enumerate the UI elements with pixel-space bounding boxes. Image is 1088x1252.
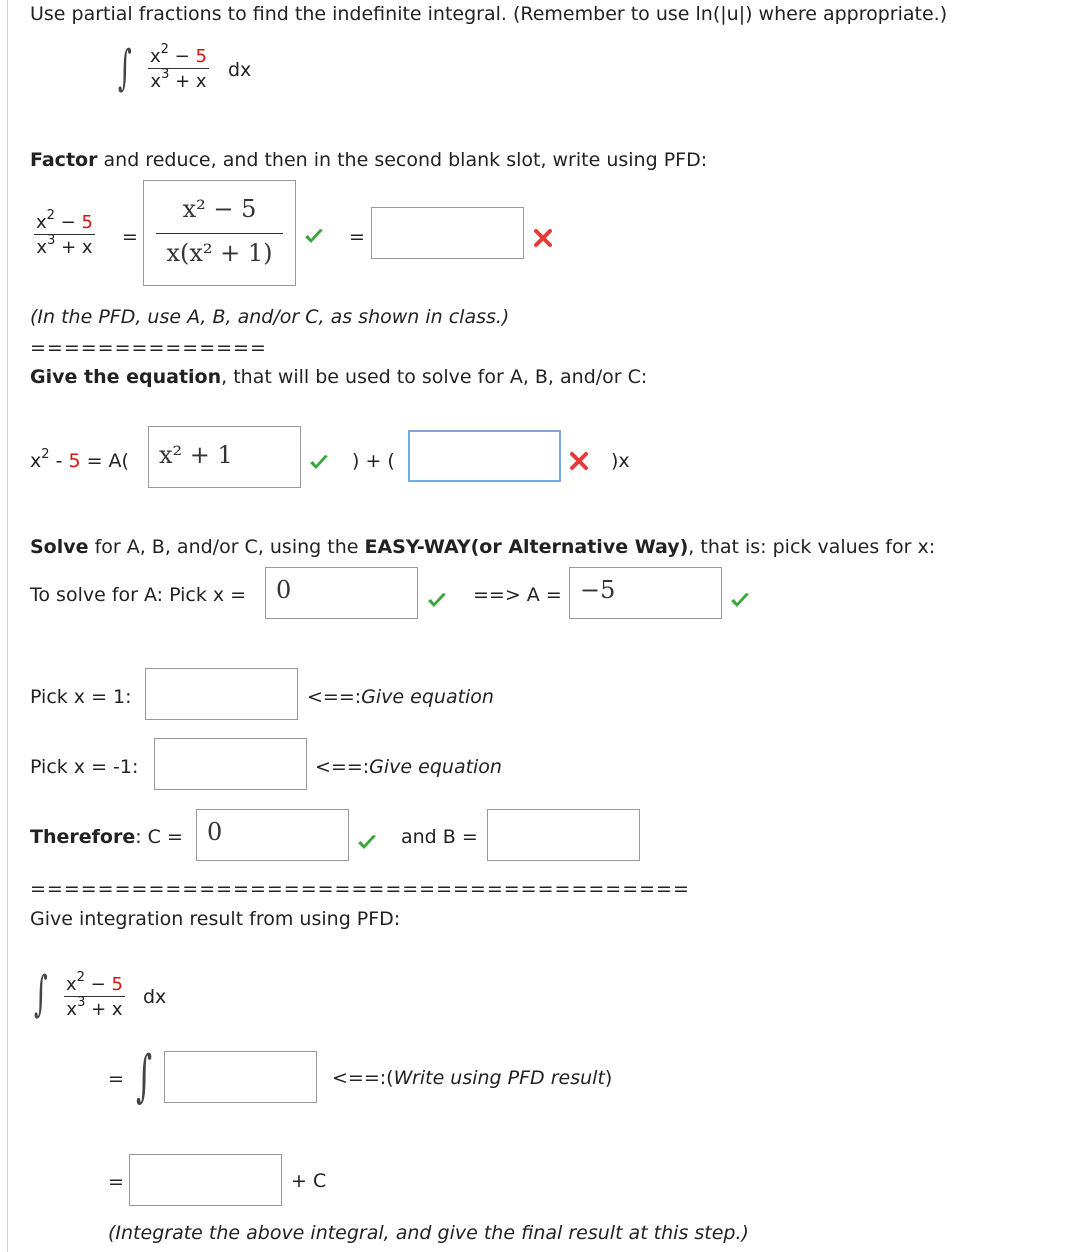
solve-instruction: Solve for A, B, and/or C, using the EASY-WAY(or Alternative Way), that is: pick values for x: xyxy=(30,536,936,558)
solve-a-label: To solve for A: Pick x = xyxy=(30,584,247,606)
factored-numerator: x² − 5 xyxy=(182,195,257,223)
factored-denominator: x(x² + 1) xyxy=(166,239,273,267)
integrand-fraction-2: $x^2 - 5$ $x^3 + x$ xyxy=(66,970,123,1020)
final-result-input[interactable] xyxy=(129,1154,282,1206)
pick-x-input[interactable]: 0 xyxy=(265,567,418,619)
b-factor-incorrect-cross-icon xyxy=(569,451,589,471)
pfd-integrand-hint: <==:(Write using PFD result) xyxy=(332,1067,613,1089)
factor-equals-2: = xyxy=(349,226,365,248)
equation-lhs: $x^2 - 5 = A$( xyxy=(30,447,129,472)
pickm1-equation-input[interactable] xyxy=(154,738,307,790)
factored-fraction-bar xyxy=(156,233,283,234)
pfd-incorrect-cross-icon xyxy=(533,228,553,248)
integral-sign-2: ∫ xyxy=(34,966,48,1022)
equation-middle-text: ) + ( xyxy=(352,450,395,472)
final-note: (Integrate the above integral, and give the final result at this step.) xyxy=(108,1222,749,1244)
pick-x-correct-check-icon xyxy=(426,591,448,609)
factor-instruction: Factor and reduce, and then in the second blank slot, write using PFD: xyxy=(30,149,708,171)
equation-end-text: )x xyxy=(611,450,630,472)
integrand-fraction: $x^2 - 5$ $x^3 + x$ xyxy=(150,42,207,92)
a-value-correct-check-icon xyxy=(729,591,751,609)
separator-short: ============== xyxy=(30,337,267,359)
separator-long: ======================================= xyxy=(30,878,690,900)
pick1-label: Pick x = 1: xyxy=(30,686,132,708)
pfd-form-input[interactable] xyxy=(371,207,524,259)
integrand-dx: dx xyxy=(228,59,252,81)
factored-correct-check-icon xyxy=(303,227,325,245)
b-value-input[interactable] xyxy=(487,809,640,861)
question-intro: Use partial fractions to find the indefinite integral. (Remember to use ln(|u|) where appropriate.) xyxy=(30,3,948,25)
integral-sign: ∫ xyxy=(118,40,132,96)
factor-equals-1: = xyxy=(122,226,138,248)
plus-c-label: + C xyxy=(291,1170,327,1192)
pfd-note: (In the PFD, use A, B, and/or C, as shown in class.) xyxy=(30,306,510,328)
pick1-equation-input[interactable] xyxy=(145,668,298,720)
arrow-a-label: ==> A = xyxy=(473,584,562,606)
integration-equals-1: = xyxy=(108,1068,124,1090)
integration-heading: Give integration result from using PFD: xyxy=(30,908,401,930)
factored-form-input[interactable] xyxy=(143,180,296,286)
pickm1-label: Pick x = -1: xyxy=(30,756,139,778)
equation-heading: Give the equation, that will be used to solve for A, B, and/or C: xyxy=(30,366,648,388)
pick1-hint: <==:Give equation xyxy=(307,686,494,708)
integration-equals-2: = xyxy=(108,1171,124,1193)
pfd-integrand-input[interactable] xyxy=(164,1051,317,1103)
integral-sign-3: ∫ xyxy=(136,1044,153,1109)
a-factor-input[interactable]: x² + 1 xyxy=(148,426,301,488)
a-value-input[interactable]: −5 xyxy=(569,567,722,619)
and-b-label: and B = xyxy=(401,826,478,848)
left-border xyxy=(7,0,8,1252)
therefore-label: Therefore: C = xyxy=(30,826,183,848)
integrand-dx-2: dx xyxy=(143,986,167,1008)
a-factor-correct-check-icon xyxy=(308,453,330,471)
pickm1-hint: <==:Give equation xyxy=(315,756,502,778)
c-value-input[interactable]: 0 xyxy=(196,809,349,861)
factor-lhs-fraction: $x^2 - 5$ $x^3 + x$ xyxy=(36,208,93,258)
c-value-correct-check-icon xyxy=(356,833,378,851)
b-factor-input[interactable] xyxy=(408,430,561,482)
